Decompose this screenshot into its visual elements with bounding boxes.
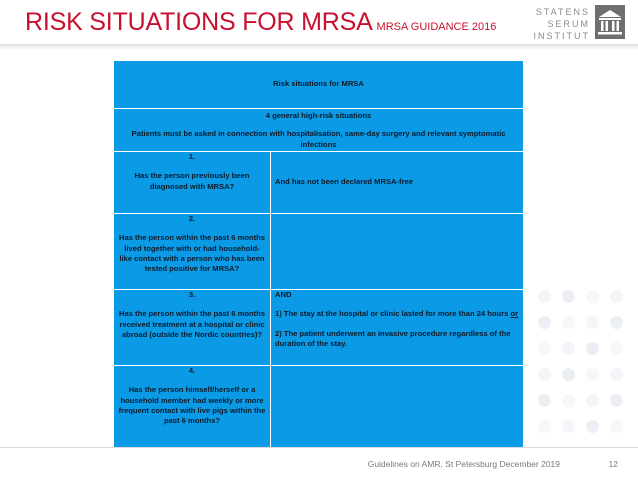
table-row — [114, 152, 524, 214]
row-4-question-cell — [114, 366, 271, 448]
title-divider — [0, 44, 638, 50]
logo-wordmark — [510, 6, 590, 42]
row-3-condition-cell — [271, 290, 524, 366]
row-number: 3. — [188, 290, 196, 299]
logo-line-2: SERUM — [547, 19, 590, 29]
risk-situations-table — [113, 60, 524, 448]
decorative-dot — [562, 316, 575, 329]
decorative-dot — [610, 420, 623, 433]
decorative-dot — [610, 368, 623, 381]
row-condition — [271, 366, 524, 448]
condition-1-text: 1) The stay at the hospital or clinic lasted for more than 24 hours — [275, 309, 509, 319]
row-number: 2. — [188, 214, 196, 223]
decorative-dot — [586, 342, 599, 355]
decorative-dot — [610, 316, 623, 329]
table-row — [114, 214, 524, 290]
row-1-question-cell — [114, 152, 271, 214]
row-condition — [271, 214, 524, 290]
title-main: RISK SITUATIONS FOR MRSA — [25, 8, 373, 36]
logo-line-3: INSTITUT — [533, 31, 590, 41]
condition-1 — [275, 309, 519, 319]
slide-title — [25, 10, 496, 35]
table-row — [114, 290, 524, 366]
decorative-dot — [610, 342, 623, 355]
row-2-question-cell — [114, 214, 271, 290]
table-heading: Risk situations for MRSA — [114, 61, 524, 109]
row-number: 1. — [188, 152, 196, 161]
decorative-dot — [538, 394, 551, 407]
footer-divider — [0, 447, 638, 448]
row-question: Has the person within the past 6 months received treatment at a hospital or clinic abroad (outside the Nordic countries)? — [119, 309, 265, 339]
ssi-logo — [510, 4, 630, 44]
condition-and: AND — [275, 290, 292, 299]
decorative-dot — [586, 316, 599, 329]
row-condition: And has not been declared MRSA-free — [271, 152, 524, 214]
decorative-dot — [538, 368, 551, 381]
logo-line-1: STATENS — [535, 7, 590, 17]
building-icon — [595, 5, 625, 39]
decorative-dot — [538, 342, 551, 355]
title-subtitle: MRSA GUIDANCE 2016 — [376, 21, 497, 33]
condition-or: or — [510, 309, 519, 319]
row-number: 4. — [188, 366, 196, 375]
table-row — [114, 366, 524, 448]
decorative-dot — [610, 290, 623, 303]
table-subheading: 4 general high-risk situations — [265, 111, 372, 120]
decorative-dot — [586, 290, 599, 303]
condition-2: 2) The patient underwent an invasive procedure regardless of the duration of the stay. — [275, 328, 511, 348]
decorative-dot — [562, 342, 575, 355]
table-intro-text: Patients must be asked in connection with hospitalisation, same-day surgery and relevant symptomatic infections — [131, 129, 506, 149]
decorative-dot — [538, 290, 551, 303]
decorative-dot — [562, 420, 575, 433]
row-question: Has the person himself/herself or a household member had weekly or more frequent contact with live pigs within the past 6 months? — [118, 385, 266, 425]
footer-text: Guidelines on AMR, St Petersburg December 2019 — [367, 459, 560, 469]
decorative-dot — [586, 394, 599, 407]
table-intro-cell — [114, 109, 524, 152]
decorative-dot — [586, 368, 599, 381]
row-3-question-cell — [114, 290, 271, 366]
decorative-dot — [562, 394, 575, 407]
decorative-dot — [538, 420, 551, 433]
row-question: Has the person within the past 6 months lived together with or had household-like contact with a person who has been tested positive for MRSA? — [119, 233, 265, 273]
page-number: 12 — [608, 459, 618, 469]
decorative-dot — [586, 420, 599, 433]
decorative-dot — [562, 368, 575, 381]
decorative-dot — [610, 394, 623, 407]
row-question: Has the person previously been diagnosed with MRSA? — [134, 171, 250, 191]
decorative-dot — [562, 290, 575, 303]
decorative-dot — [538, 316, 551, 329]
